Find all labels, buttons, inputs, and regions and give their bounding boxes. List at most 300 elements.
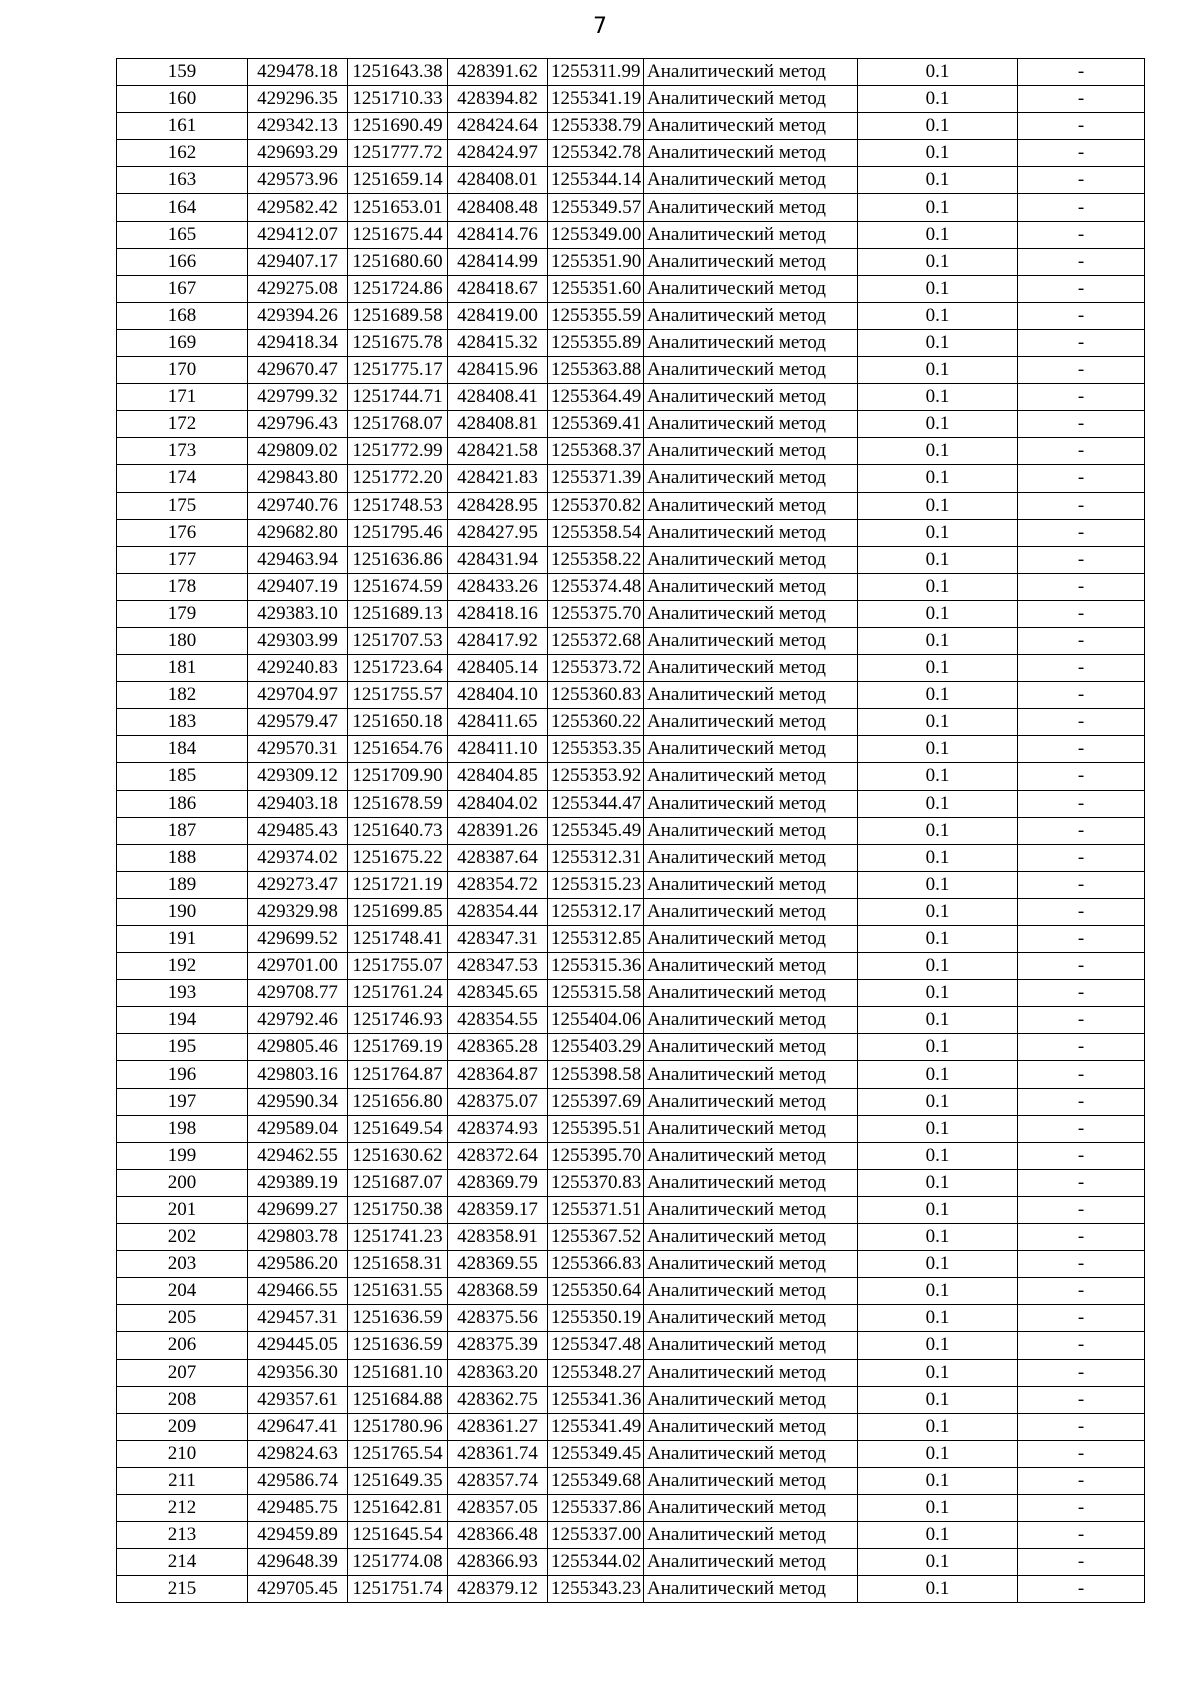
y2-cell: 1255341.49 <box>548 1413 644 1440</box>
table-row <box>117 302 1145 329</box>
note-cell: - <box>1018 926 1145 953</box>
table-row <box>117 1549 1145 1576</box>
y1-cell: 1251780.96 <box>348 1413 448 1440</box>
note-cell: - <box>1018 140 1145 167</box>
x1-cell: 429693.29 <box>248 140 348 167</box>
y1-cell: 1251755.07 <box>348 953 448 980</box>
method-cell: Аналитический метод <box>644 980 858 1007</box>
x2-cell: 428368.59 <box>448 1278 548 1305</box>
y2-cell: 1255349.57 <box>548 194 644 221</box>
method-cell: Аналитический метод <box>644 1115 858 1142</box>
y2-cell: 1255337.86 <box>548 1494 644 1521</box>
y1-cell: 1251769.19 <box>348 1034 448 1061</box>
note-cell: - <box>1018 1494 1145 1521</box>
table-row <box>117 790 1145 817</box>
accuracy-cell: 0.1 <box>858 329 1018 356</box>
table-row <box>117 248 1145 275</box>
x1-cell: 429570.31 <box>248 736 348 763</box>
x2-cell: 428404.85 <box>448 763 548 790</box>
x2-cell: 428364.87 <box>448 1061 548 1088</box>
y2-cell: 1255342.78 <box>548 140 644 167</box>
point-number-cell: 211 <box>117 1467 248 1494</box>
accuracy-cell: 0.1 <box>858 655 1018 682</box>
x1-cell: 429303.99 <box>248 627 348 654</box>
y1-cell: 1251709.90 <box>348 763 448 790</box>
x2-cell: 428347.31 <box>448 926 548 953</box>
x1-cell: 429792.46 <box>248 1007 348 1034</box>
point-number-cell: 191 <box>117 926 248 953</box>
y2-cell: 1255374.48 <box>548 573 644 600</box>
method-cell: Аналитический метод <box>644 790 858 817</box>
table-row <box>117 1061 1145 1088</box>
note-cell: - <box>1018 817 1145 844</box>
y1-cell: 1251675.22 <box>348 844 448 871</box>
method-cell: Аналитический метод <box>644 1169 858 1196</box>
accuracy-cell: 0.1 <box>858 113 1018 140</box>
x2-cell: 428363.20 <box>448 1359 548 1386</box>
table-row <box>117 1413 1145 1440</box>
accuracy-cell: 0.1 <box>858 1413 1018 1440</box>
table-row <box>117 1278 1145 1305</box>
point-number-cell: 192 <box>117 953 248 980</box>
x2-cell: 428408.41 <box>448 384 548 411</box>
table-row <box>117 1305 1145 1332</box>
x1-cell: 429579.47 <box>248 709 348 736</box>
table-row <box>117 655 1145 682</box>
x1-cell: 429342.13 <box>248 113 348 140</box>
point-number-cell: 168 <box>117 302 248 329</box>
note-cell: - <box>1018 871 1145 898</box>
table-row <box>117 1224 1145 1251</box>
table-row <box>117 275 1145 302</box>
y2-cell: 1255351.60 <box>548 275 644 302</box>
x1-cell: 429485.75 <box>248 1494 348 1521</box>
note-cell: - <box>1018 844 1145 871</box>
y2-cell: 1255370.83 <box>548 1169 644 1196</box>
x2-cell: 428408.01 <box>448 167 548 194</box>
table-row <box>117 1115 1145 1142</box>
x1-cell: 429704.97 <box>248 682 348 709</box>
method-cell: Аналитический метод <box>644 140 858 167</box>
y1-cell: 1251631.55 <box>348 1278 448 1305</box>
point-number-cell: 159 <box>117 59 248 86</box>
y2-cell: 1255338.79 <box>548 113 644 140</box>
x1-cell: 429273.47 <box>248 871 348 898</box>
note-cell: - <box>1018 1061 1145 1088</box>
y2-cell: 1255341.19 <box>548 86 644 113</box>
x1-cell: 429586.74 <box>248 1467 348 1494</box>
x2-cell: 428361.74 <box>448 1440 548 1467</box>
y1-cell: 1251649.35 <box>348 1467 448 1494</box>
y1-cell: 1251681.10 <box>348 1359 448 1386</box>
point-number-cell: 164 <box>117 194 248 221</box>
table-row <box>117 519 1145 546</box>
accuracy-cell: 0.1 <box>858 980 1018 1007</box>
accuracy-cell: 0.1 <box>858 1494 1018 1521</box>
accuracy-cell: 0.1 <box>858 709 1018 736</box>
method-cell: Аналитический метод <box>644 492 858 519</box>
table-row <box>117 763 1145 790</box>
note-cell: - <box>1018 302 1145 329</box>
y2-cell: 1255395.51 <box>548 1115 644 1142</box>
accuracy-cell: 0.1 <box>858 492 1018 519</box>
x1-cell: 429412.07 <box>248 221 348 248</box>
x2-cell: 428404.02 <box>448 790 548 817</box>
y2-cell: 1255403.29 <box>548 1034 644 1061</box>
y1-cell: 1251680.60 <box>348 248 448 275</box>
y1-cell: 1251748.53 <box>348 492 448 519</box>
table-row <box>117 682 1145 709</box>
x2-cell: 428372.64 <box>448 1142 548 1169</box>
point-number-cell: 167 <box>117 275 248 302</box>
y2-cell: 1255350.19 <box>548 1305 644 1332</box>
x2-cell: 428369.55 <box>448 1251 548 1278</box>
y2-cell: 1255341.36 <box>548 1386 644 1413</box>
y1-cell: 1251795.46 <box>348 519 448 546</box>
method-cell: Аналитический метод <box>644 573 858 600</box>
y2-cell: 1255364.49 <box>548 384 644 411</box>
note-cell: - <box>1018 1196 1145 1223</box>
point-number-cell: 194 <box>117 1007 248 1034</box>
table-row <box>117 709 1145 736</box>
table-row <box>117 465 1145 492</box>
x1-cell: 429682.80 <box>248 519 348 546</box>
method-cell: Аналитический метод <box>644 1278 858 1305</box>
y2-cell: 1255395.70 <box>548 1142 644 1169</box>
y1-cell: 1251653.01 <box>348 194 448 221</box>
accuracy-cell: 0.1 <box>858 1305 1018 1332</box>
note-cell: - <box>1018 1332 1145 1359</box>
x2-cell: 428374.93 <box>448 1115 548 1142</box>
table-row <box>117 898 1145 925</box>
point-number-cell: 169 <box>117 329 248 356</box>
y1-cell: 1251721.19 <box>348 871 448 898</box>
method-cell: Аналитический метод <box>644 302 858 329</box>
table-row <box>117 871 1145 898</box>
method-cell: Аналитический метод <box>644 113 858 140</box>
note-cell: - <box>1018 600 1145 627</box>
y2-cell: 1255315.23 <box>548 871 644 898</box>
accuracy-cell: 0.1 <box>858 302 1018 329</box>
y2-cell: 1255312.17 <box>548 898 644 925</box>
table-row <box>117 1332 1145 1359</box>
note-cell: - <box>1018 980 1145 1007</box>
method-cell: Аналитический метод <box>644 1224 858 1251</box>
x2-cell: 428375.39 <box>448 1332 548 1359</box>
note-cell: - <box>1018 59 1145 86</box>
x1-cell: 429586.20 <box>248 1251 348 1278</box>
x2-cell: 428391.62 <box>448 59 548 86</box>
accuracy-cell: 0.1 <box>858 1142 1018 1169</box>
table-row <box>117 1034 1145 1061</box>
method-cell: Аналитический метод <box>644 221 858 248</box>
point-number-cell: 177 <box>117 546 248 573</box>
y1-cell: 1251751.74 <box>348 1576 448 1603</box>
accuracy-cell: 0.1 <box>858 817 1018 844</box>
accuracy-cell: 0.1 <box>858 1115 1018 1142</box>
note-cell: - <box>1018 357 1145 384</box>
note-cell: - <box>1018 1467 1145 1494</box>
x1-cell: 429418.34 <box>248 329 348 356</box>
point-number-cell: 206 <box>117 1332 248 1359</box>
accuracy-cell: 0.1 <box>858 763 1018 790</box>
method-cell: Аналитический метод <box>644 546 858 573</box>
y1-cell: 1251772.20 <box>348 465 448 492</box>
y1-cell: 1251765.54 <box>348 1440 448 1467</box>
accuracy-cell: 0.1 <box>858 573 1018 600</box>
method-cell: Аналитический метод <box>644 871 858 898</box>
y2-cell: 1255345.49 <box>548 817 644 844</box>
x2-cell: 428421.58 <box>448 438 548 465</box>
y2-cell: 1255372.68 <box>548 627 644 654</box>
y1-cell: 1251650.18 <box>348 709 448 736</box>
x2-cell: 428369.79 <box>448 1169 548 1196</box>
point-number-cell: 187 <box>117 817 248 844</box>
note-cell: - <box>1018 1440 1145 1467</box>
accuracy-cell: 0.1 <box>858 1169 1018 1196</box>
table-row <box>117 844 1145 871</box>
y1-cell: 1251750.38 <box>348 1196 448 1223</box>
point-number-cell: 195 <box>117 1034 248 1061</box>
x1-cell: 429647.41 <box>248 1413 348 1440</box>
method-cell: Аналитический метод <box>644 59 858 86</box>
x2-cell: 428424.97 <box>448 140 548 167</box>
accuracy-cell: 0.1 <box>858 384 1018 411</box>
accuracy-cell: 0.1 <box>858 140 1018 167</box>
point-number-cell: 183 <box>117 709 248 736</box>
method-cell: Аналитический метод <box>644 248 858 275</box>
accuracy-cell: 0.1 <box>858 953 1018 980</box>
method-cell: Аналитический метод <box>644 438 858 465</box>
y1-cell: 1251659.14 <box>348 167 448 194</box>
accuracy-cell: 0.1 <box>858 627 1018 654</box>
point-number-cell: 199 <box>117 1142 248 1169</box>
y2-cell: 1255343.23 <box>548 1576 644 1603</box>
x2-cell: 428375.56 <box>448 1305 548 1332</box>
method-cell: Аналитический метод <box>644 627 858 654</box>
table-row <box>117 546 1145 573</box>
point-number-cell: 175 <box>117 492 248 519</box>
method-cell: Аналитический метод <box>644 275 858 302</box>
note-cell: - <box>1018 709 1145 736</box>
y2-cell: 1255355.59 <box>548 302 644 329</box>
y1-cell: 1251630.62 <box>348 1142 448 1169</box>
method-cell: Аналитический метод <box>644 1440 858 1467</box>
method-cell: Аналитический метод <box>644 1522 858 1549</box>
x2-cell: 428408.81 <box>448 411 548 438</box>
x2-cell: 428359.17 <box>448 1196 548 1223</box>
point-number-cell: 184 <box>117 736 248 763</box>
accuracy-cell: 0.1 <box>858 411 1018 438</box>
y2-cell: 1255363.88 <box>548 357 644 384</box>
note-cell: - <box>1018 275 1145 302</box>
point-number-cell: 207 <box>117 1359 248 1386</box>
method-cell: Аналитический метод <box>644 411 858 438</box>
method-cell: Аналитический метод <box>644 1467 858 1494</box>
table-row <box>117 980 1145 1007</box>
x2-cell: 428404.10 <box>448 682 548 709</box>
note-cell: - <box>1018 1522 1145 1549</box>
accuracy-cell: 0.1 <box>858 898 1018 925</box>
accuracy-cell: 0.1 <box>858 1278 1018 1305</box>
x2-cell: 428387.64 <box>448 844 548 871</box>
note-cell: - <box>1018 167 1145 194</box>
accuracy-cell: 0.1 <box>858 926 1018 953</box>
table-row <box>117 600 1145 627</box>
table-row <box>117 438 1145 465</box>
table-row <box>117 573 1145 600</box>
x2-cell: 428347.53 <box>448 953 548 980</box>
point-number-cell: 214 <box>117 1549 248 1576</box>
y2-cell: 1255337.00 <box>548 1522 644 1549</box>
x1-cell: 429699.52 <box>248 926 348 953</box>
accuracy-cell: 0.1 <box>858 1224 1018 1251</box>
method-cell: Аналитический метод <box>644 86 858 113</box>
note-cell: - <box>1018 329 1145 356</box>
x1-cell: 429796.43 <box>248 411 348 438</box>
point-number-cell: 203 <box>117 1251 248 1278</box>
point-number-cell: 181 <box>117 655 248 682</box>
y2-cell: 1255315.36 <box>548 953 644 980</box>
note-cell: - <box>1018 790 1145 817</box>
y1-cell: 1251649.54 <box>348 1115 448 1142</box>
note-cell: - <box>1018 465 1145 492</box>
point-number-cell: 209 <box>117 1413 248 1440</box>
y2-cell: 1255355.89 <box>548 329 644 356</box>
method-cell: Аналитический метод <box>644 519 858 546</box>
x2-cell: 428411.65 <box>448 709 548 736</box>
note-cell: - <box>1018 1278 1145 1305</box>
point-number-cell: 196 <box>117 1061 248 1088</box>
y1-cell: 1251764.87 <box>348 1061 448 1088</box>
table-row <box>117 926 1145 953</box>
point-number-cell: 210 <box>117 1440 248 1467</box>
x2-cell: 428433.26 <box>448 573 548 600</box>
note-cell: - <box>1018 1034 1145 1061</box>
y1-cell: 1251654.76 <box>348 736 448 763</box>
note-cell: - <box>1018 1115 1145 1142</box>
x1-cell: 429407.19 <box>248 573 348 600</box>
y1-cell: 1251689.13 <box>348 600 448 627</box>
accuracy-cell: 0.1 <box>858 1034 1018 1061</box>
accuracy-cell: 0.1 <box>858 790 1018 817</box>
x2-cell: 428391.26 <box>448 817 548 844</box>
note-cell: - <box>1018 682 1145 709</box>
table-row <box>117 1088 1145 1115</box>
note-cell: - <box>1018 194 1145 221</box>
x1-cell: 429805.46 <box>248 1034 348 1061</box>
x2-cell: 428408.48 <box>448 194 548 221</box>
point-number-cell: 178 <box>117 573 248 600</box>
x2-cell: 428345.65 <box>448 980 548 1007</box>
y1-cell: 1251636.59 <box>348 1332 448 1359</box>
y1-cell: 1251772.99 <box>348 438 448 465</box>
note-cell: - <box>1018 1142 1145 1169</box>
accuracy-cell: 0.1 <box>858 1251 1018 1278</box>
y1-cell: 1251656.80 <box>348 1088 448 1115</box>
table-row <box>117 1494 1145 1521</box>
y1-cell: 1251675.44 <box>348 221 448 248</box>
y2-cell: 1255369.41 <box>548 411 644 438</box>
x1-cell: 429459.89 <box>248 1522 348 1549</box>
method-cell: Аналитический метод <box>644 1142 858 1169</box>
note-cell: - <box>1018 1007 1145 1034</box>
accuracy-cell: 0.1 <box>858 86 1018 113</box>
y1-cell: 1251774.08 <box>348 1549 448 1576</box>
point-number-cell: 174 <box>117 465 248 492</box>
accuracy-cell: 0.1 <box>858 59 1018 86</box>
y2-cell: 1255344.47 <box>548 790 644 817</box>
y2-cell: 1255311.99 <box>548 59 644 86</box>
y2-cell: 1255404.06 <box>548 1007 644 1034</box>
method-cell: Аналитический метод <box>644 655 858 682</box>
x1-cell: 429485.43 <box>248 817 348 844</box>
page-number: 7 <box>593 14 607 39</box>
table-row <box>117 627 1145 654</box>
x2-cell: 428361.27 <box>448 1413 548 1440</box>
x2-cell: 428405.14 <box>448 655 548 682</box>
method-cell: Аналитический метод <box>644 682 858 709</box>
method-cell: Аналитический метод <box>644 736 858 763</box>
y1-cell: 1251775.17 <box>348 357 448 384</box>
accuracy-cell: 0.1 <box>858 221 1018 248</box>
y1-cell: 1251689.58 <box>348 302 448 329</box>
y2-cell: 1255353.35 <box>548 736 644 763</box>
x1-cell: 429478.18 <box>248 59 348 86</box>
y2-cell: 1255348.27 <box>548 1359 644 1386</box>
y1-cell: 1251746.93 <box>348 1007 448 1034</box>
table-row <box>117 1440 1145 1467</box>
y1-cell: 1251707.53 <box>348 627 448 654</box>
point-number-cell: 172 <box>117 411 248 438</box>
note-cell: - <box>1018 492 1145 519</box>
x2-cell: 428415.32 <box>448 329 548 356</box>
point-number-cell: 161 <box>117 113 248 140</box>
method-cell: Аналитический метод <box>644 844 858 871</box>
method-cell: Аналитический метод <box>644 1494 858 1521</box>
point-number-cell: 171 <box>117 384 248 411</box>
x1-cell: 429708.77 <box>248 980 348 1007</box>
table-row <box>117 1251 1145 1278</box>
x1-cell: 429590.34 <box>248 1088 348 1115</box>
accuracy-cell: 0.1 <box>858 1061 1018 1088</box>
method-cell: Аналитический метод <box>644 1196 858 1223</box>
accuracy-cell: 0.1 <box>858 1088 1018 1115</box>
x1-cell: 429809.02 <box>248 438 348 465</box>
y2-cell: 1255375.70 <box>548 600 644 627</box>
y1-cell: 1251640.73 <box>348 817 448 844</box>
x1-cell: 429457.31 <box>248 1305 348 1332</box>
accuracy-cell: 0.1 <box>858 275 1018 302</box>
note-cell: - <box>1018 953 1145 980</box>
x1-cell: 429403.18 <box>248 790 348 817</box>
x2-cell: 428417.92 <box>448 627 548 654</box>
note-cell: - <box>1018 384 1145 411</box>
table-row <box>117 1169 1145 1196</box>
accuracy-cell: 0.1 <box>858 194 1018 221</box>
x1-cell: 429701.00 <box>248 953 348 980</box>
method-cell: Аналитический метод <box>644 357 858 384</box>
table-row <box>117 1359 1145 1386</box>
x1-cell: 429824.63 <box>248 1440 348 1467</box>
table-row <box>117 736 1145 763</box>
x1-cell: 429374.02 <box>248 844 348 871</box>
y1-cell: 1251636.59 <box>348 1305 448 1332</box>
x2-cell: 428354.72 <box>448 871 548 898</box>
method-cell: Аналитический метод <box>644 1413 858 1440</box>
table-row <box>117 113 1145 140</box>
x2-cell: 428365.28 <box>448 1034 548 1061</box>
